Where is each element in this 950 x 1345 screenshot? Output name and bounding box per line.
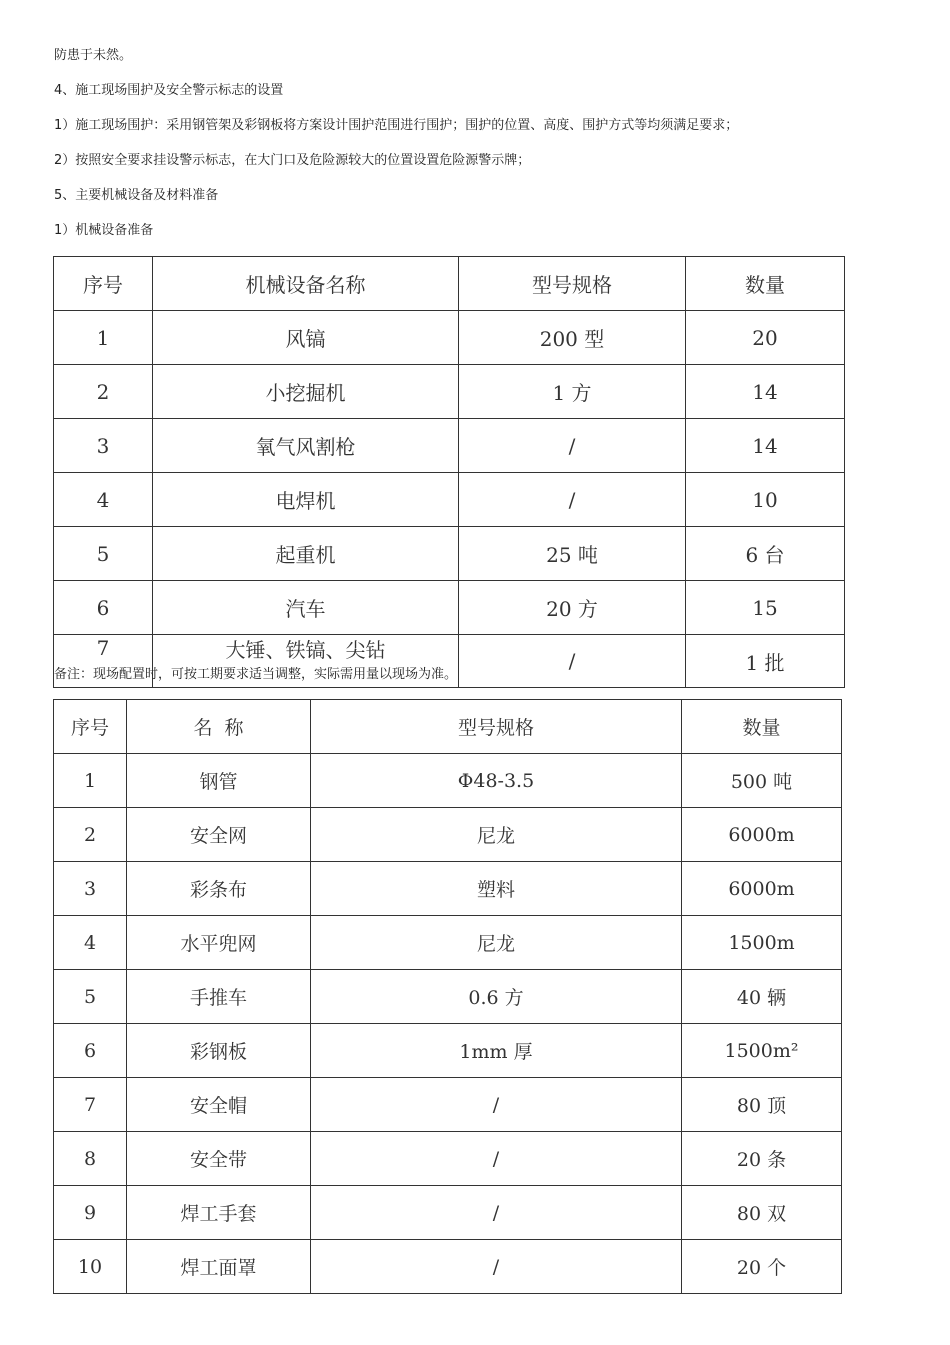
table-cell: 尼龙 bbox=[311, 808, 682, 862]
table-row bbox=[54, 365, 845, 419]
machinery-table bbox=[53, 256, 845, 688]
table-cell: / bbox=[311, 1240, 682, 1294]
table-row bbox=[54, 916, 842, 970]
table-cell: 2 bbox=[54, 365, 153, 419]
table-cell: 200 型 bbox=[459, 311, 686, 365]
table-cell: 10 bbox=[686, 473, 845, 527]
table-cell: 1500m bbox=[682, 916, 842, 970]
table-header-row bbox=[54, 257, 845, 311]
paragraph-intro: 防患于未然。 bbox=[54, 48, 133, 63]
table-cell: 1 方 bbox=[459, 365, 686, 419]
table-cell: 4 bbox=[54, 916, 127, 970]
heading-machinery-prep: 1）机械设备准备 bbox=[54, 223, 154, 238]
table-cell: 6 bbox=[54, 1024, 127, 1078]
table-cell: 彩钢板 bbox=[127, 1024, 311, 1078]
table-cell: 20 bbox=[686, 311, 845, 365]
cell-text: 7 bbox=[96, 636, 110, 660]
table-cell: 20 方 bbox=[459, 581, 686, 635]
table-row bbox=[54, 1240, 842, 1294]
table-cell: 手推车 bbox=[127, 970, 311, 1024]
table-row bbox=[54, 311, 845, 365]
table-row bbox=[54, 473, 845, 527]
table-row bbox=[54, 1186, 842, 1240]
table-cell: 7 bbox=[54, 1078, 127, 1132]
table-cell: 8 bbox=[54, 1132, 127, 1186]
table-cell: 40 辆 bbox=[682, 970, 842, 1024]
table-cell: 1 批 bbox=[686, 635, 845, 688]
paragraph-warning-signs: 2）按照安全要求挂设警示标志，在大门口及危险源较大的位置设置危险源警示牌； bbox=[54, 153, 531, 168]
table-cell: / bbox=[311, 1078, 682, 1132]
remark-note: 备注：现场配置时，可按工期要求适当调整，实际需用量以现场为准。 bbox=[54, 667, 458, 682]
header-cell: 序号 bbox=[54, 700, 127, 754]
table-row bbox=[54, 581, 845, 635]
table-cell: 小挖掘机 bbox=[153, 365, 459, 419]
header-cell: 型号规格 bbox=[311, 700, 682, 754]
table-cell: 20 个 bbox=[682, 1240, 842, 1294]
header-cell: 数量 bbox=[682, 700, 842, 754]
header-cell: 机械设备名称 bbox=[153, 257, 459, 311]
heading-equipment-materials: 5、主要机械设备及材料准备 bbox=[54, 188, 219, 203]
table-row bbox=[54, 754, 842, 808]
table-cell: / bbox=[459, 473, 686, 527]
table-cell: 起重机 bbox=[153, 527, 459, 581]
table-cell: 3 bbox=[54, 862, 127, 916]
paragraph-enclosure: 1）施工现场围护：采用钢管架及彩钢板将方案设计围护范围进行围护；围护的位置、高度、围护方式等均须满足要求； bbox=[54, 118, 739, 133]
table-cell: 500 吨 bbox=[682, 754, 842, 808]
table-cell: 安全网 bbox=[127, 808, 311, 862]
table-cell: 钢管 bbox=[127, 754, 311, 808]
table-cell: / bbox=[459, 635, 686, 688]
table-cell: 塑料 bbox=[311, 862, 682, 916]
cell-text: 大锤、铁镐、尖钻 bbox=[225, 637, 386, 662]
table-cell: 6000m bbox=[682, 862, 842, 916]
table-cell: / bbox=[311, 1132, 682, 1186]
table-cell: / bbox=[311, 1186, 682, 1240]
table-cell: 4 bbox=[54, 473, 153, 527]
table-cell: 9 bbox=[54, 1186, 127, 1240]
table-cell: 尼龙 bbox=[311, 916, 682, 970]
table-cell: 0.6 方 bbox=[311, 970, 682, 1024]
table-row bbox=[54, 419, 845, 473]
table-row bbox=[54, 527, 845, 581]
table-cell: 安全带 bbox=[127, 1132, 311, 1186]
header-cell: 数量 bbox=[686, 257, 845, 311]
table-cell: 25 吨 bbox=[459, 527, 686, 581]
table-cell: 焊工手套 bbox=[127, 1186, 311, 1240]
table-cell: 14 bbox=[686, 365, 845, 419]
table-row bbox=[54, 1078, 842, 1132]
table-cell: 6 bbox=[54, 581, 153, 635]
table-header-row bbox=[54, 700, 842, 754]
table-cell: 6 台 bbox=[686, 527, 845, 581]
table-cell: 焊工面罩 bbox=[127, 1240, 311, 1294]
table-row bbox=[54, 862, 842, 916]
table-cell: 安全帽 bbox=[127, 1078, 311, 1132]
header-cell: 名 称 bbox=[127, 700, 311, 754]
table-cell: 3 bbox=[54, 419, 153, 473]
table-cell: 风镐 bbox=[153, 311, 459, 365]
table-row bbox=[54, 808, 842, 862]
heading-site-enclosure: 4、施工现场围护及安全警示标志的设置 bbox=[54, 83, 284, 98]
table-cell: 14 bbox=[686, 419, 845, 473]
table-cell: 氧气风割枪 bbox=[153, 419, 459, 473]
table-row bbox=[54, 1024, 842, 1078]
table-cell: 20 条 bbox=[682, 1132, 842, 1186]
table-cell: 水平兜网 bbox=[127, 916, 311, 970]
table-cell: Φ48-3.5 bbox=[311, 754, 682, 808]
table-row bbox=[54, 1132, 842, 1186]
table-cell: / bbox=[459, 419, 686, 473]
table-cell: 15 bbox=[686, 581, 845, 635]
header-cell: 序号 bbox=[54, 257, 153, 311]
table-cell: 80 双 bbox=[682, 1186, 842, 1240]
table-cell: 汽车 bbox=[153, 581, 459, 635]
table-cell: 电焊机 bbox=[153, 473, 459, 527]
materials-table bbox=[53, 699, 842, 1294]
table-cell: 1500m² bbox=[682, 1024, 842, 1078]
table-cell: 6000m bbox=[682, 808, 842, 862]
table-cell: 80 顶 bbox=[682, 1078, 842, 1132]
table-cell: 5 bbox=[54, 527, 153, 581]
table-cell: 1 bbox=[54, 311, 153, 365]
header-cell: 型号规格 bbox=[459, 257, 686, 311]
table-cell: 彩条布 bbox=[127, 862, 311, 916]
table-cell: 5 bbox=[54, 970, 127, 1024]
table-cell: 10 bbox=[54, 1240, 127, 1294]
table-row bbox=[54, 970, 842, 1024]
table-cell: 2 bbox=[54, 808, 127, 862]
table-cell: 1 bbox=[54, 754, 127, 808]
table-cell: 1mm 厚 bbox=[311, 1024, 682, 1078]
